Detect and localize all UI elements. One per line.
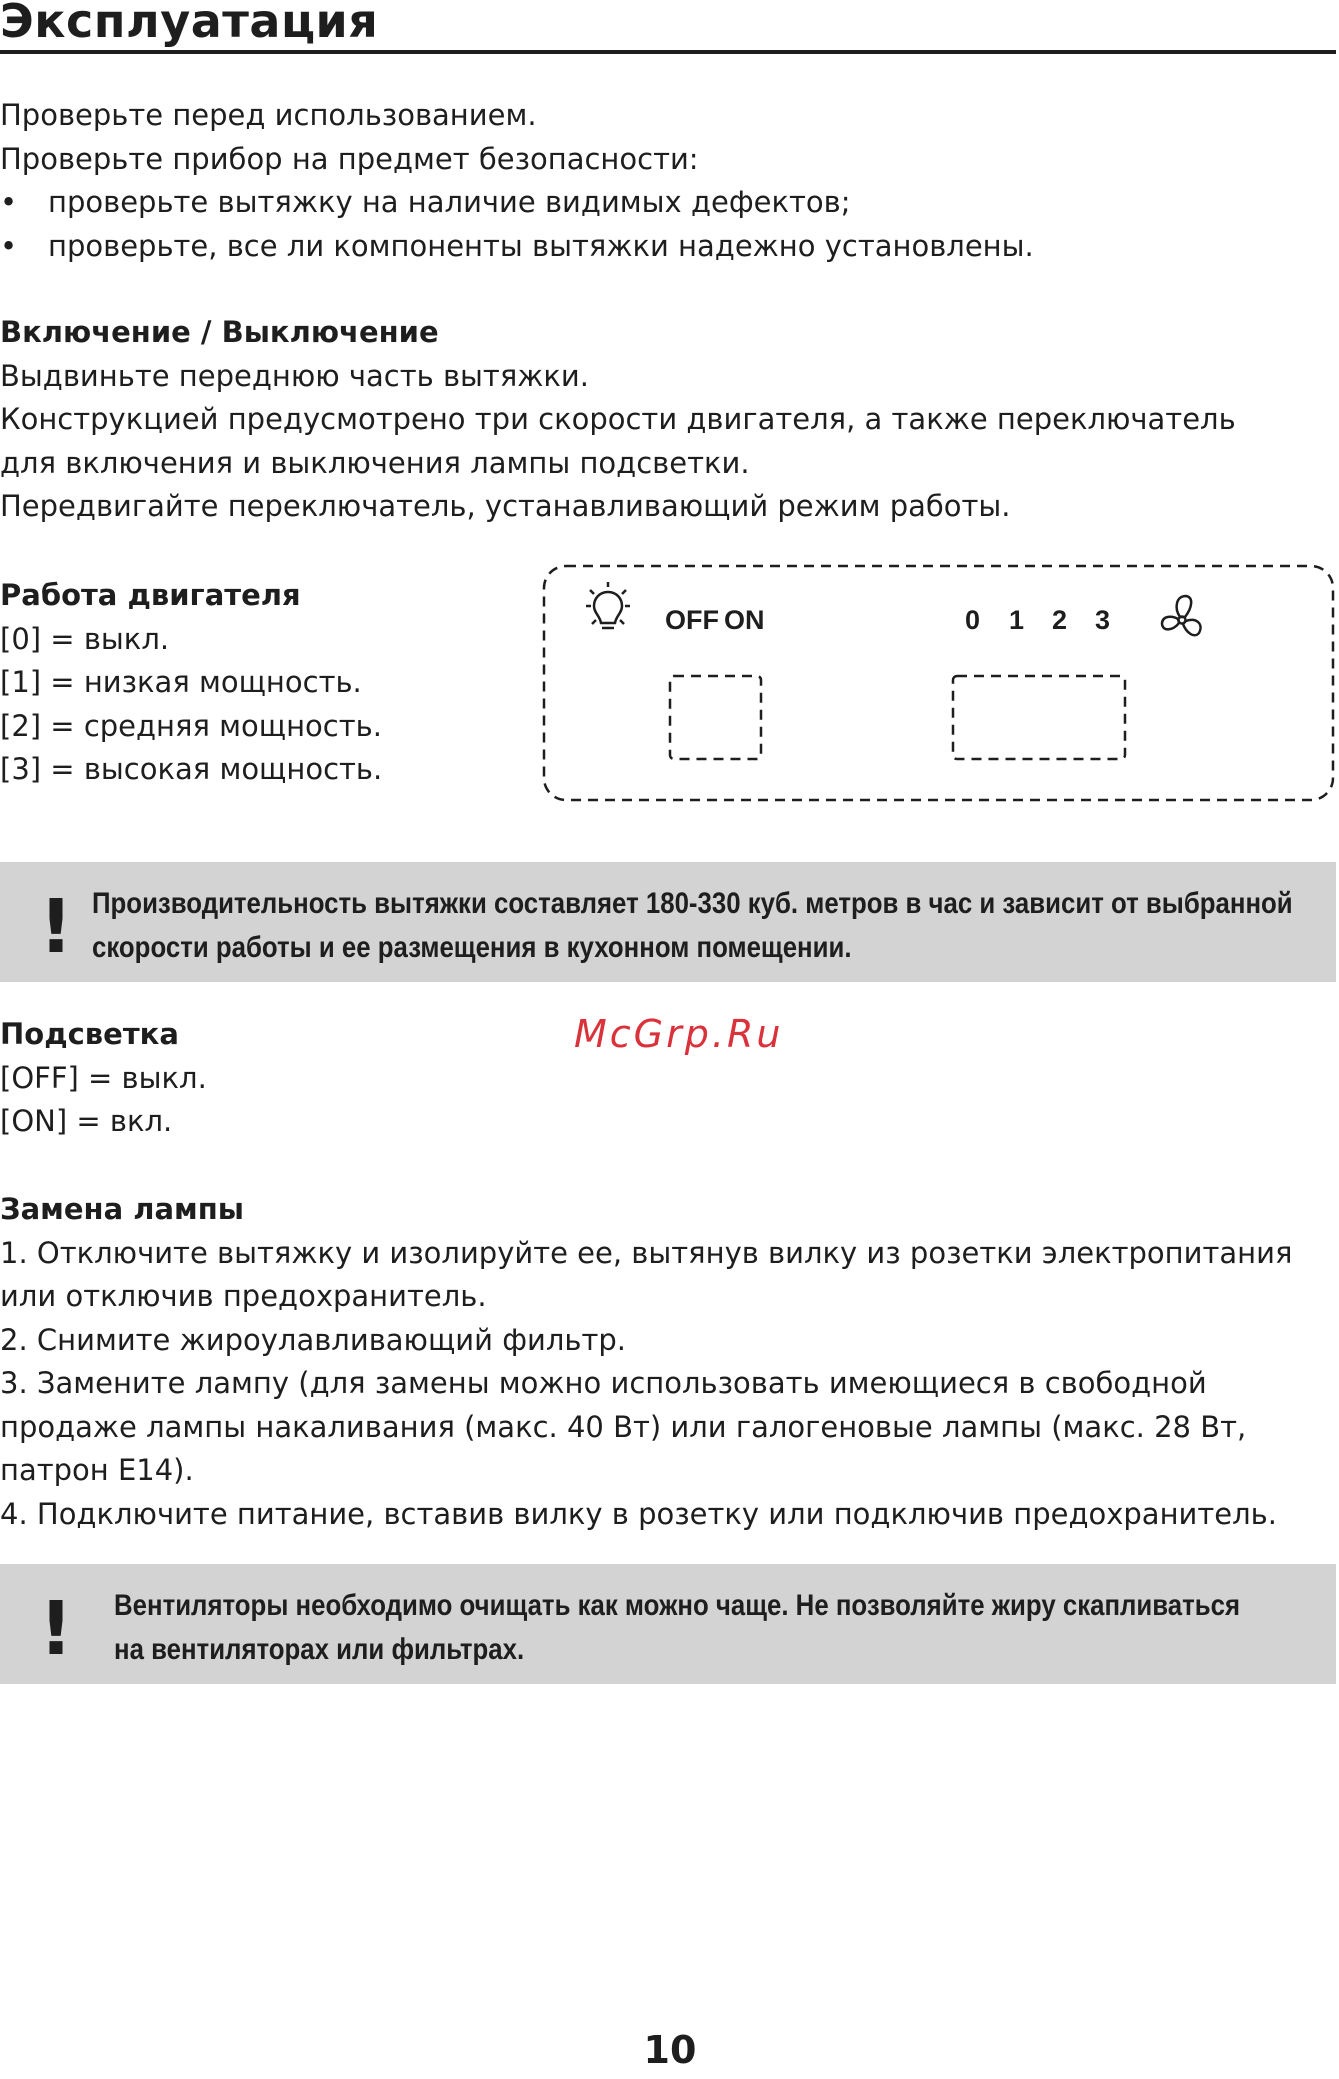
section-heading: Включение / Выключение [0,315,439,349]
on-off-section [0,311,1236,529]
bullet-mark: • [0,185,18,219]
title-divider [0,50,1336,54]
bullet-mark: • [0,228,18,263]
paragraph-line: Передвигайте переключатель, устанавливающий режим работы. [0,489,1011,523]
notice-line: Производительность вытяжки составляет 180-330 куб. метров в час и зависит от выбранной [92,887,1293,920]
speed-label-3: 3 [1095,605,1111,635]
speed-label-1: 1 [1009,605,1025,635]
notice-line: скорости работы и ее размещения в кухонном помещении. [92,931,852,964]
notice-text [92,882,1293,970]
warning-exclamation-icon: ! [39,884,73,970]
section-heading: Замена лампы [0,1192,245,1226]
page-number: 10 [643,2028,697,2072]
intro-line: Проверьте прибор на предмет безопасности: [0,141,699,176]
page-title: Эксплуатация [0,0,379,48]
notice-box [0,862,1336,982]
section-heading: Работа двигателя [0,578,301,612]
speed-switch-slot [953,676,1125,759]
paragraph-line: для включения и выключения лампы подсветки. [0,445,750,480]
panel-outline [544,566,1333,800]
step-line: 1. Отключите вытяжку и изолируйте ее, вытянув вилку из розетки электропитания [0,1235,1293,1270]
step-line: или отключив предохранитель. [0,1279,487,1313]
light-on-label: ON [724,605,765,635]
bulb-icon [586,582,630,628]
notice-box [0,1564,1336,1684]
bullet-text: проверьте вытяжку на наличие видимых дефектов; [48,185,851,219]
speed-label-0: 0 [965,605,981,635]
motor-section [0,574,382,792]
speed-line: [2] = средняя мощность. [0,708,382,743]
watermark: McGrp.Ru [574,1012,784,1056]
bullet-item [0,181,1034,225]
light-switch-slot [670,676,761,759]
paragraph-line: Выдвиньте переднюю часть вытяжки. [0,358,589,393]
lighting-line: [OFF] = выкл. [0,1060,207,1095]
step-line: патрон Е14). [0,1453,194,1487]
bullet-item [0,225,1034,269]
notice-text [114,1584,1240,1672]
notice-line: на вентиляторах или фильтрах. [114,1633,525,1666]
notice-line: Вентиляторы необходимо очищать как можно чаще. Не позволяйте жиру скапливаться [114,1589,1241,1622]
bullet-text: проверьте, все ли компоненты вытяжки надежно установлены. [48,228,1034,263]
speed-label-2: 2 [1052,605,1068,635]
speed-line: [3] = высокая мощность. [0,752,383,786]
lighting-line: [ON] = вкл. [0,1104,173,1138]
fan-icon [1162,596,1201,635]
lamp-section [0,1188,1292,1536]
lighting-section [0,1013,207,1144]
step-line: 4. Подключите питание, вставив вилку в розетку или подключив предохранитель. [0,1496,1277,1531]
speed-line: [1] = низкая мощность. [0,665,362,699]
intro-line: Проверьте перед использованием. [0,98,537,132]
light-off-label: OFF [665,605,719,635]
speed-line: [0] = выкл. [0,621,170,656]
step-line: продаже лампы накаливания (макс. 40 Вт) или галогеновые лампы (макс. 28 Вт, [0,1409,1247,1444]
control-panel-diagram [540,562,1337,804]
warning-exclamation-icon: ! [39,1586,73,1672]
section-heading: Подсветка [0,1017,179,1051]
paragraph-line: Конструкцией предусмотрено три скорости двигателя, а также переключатель [0,402,1236,436]
step-line: 3. Замените лампу (для замены можно использовать имеющиеся в свободной [0,1366,1207,1400]
intro-section [0,94,1034,268]
step-line: 2. Снимите жироулавливающий фильтр. [0,1322,626,1357]
